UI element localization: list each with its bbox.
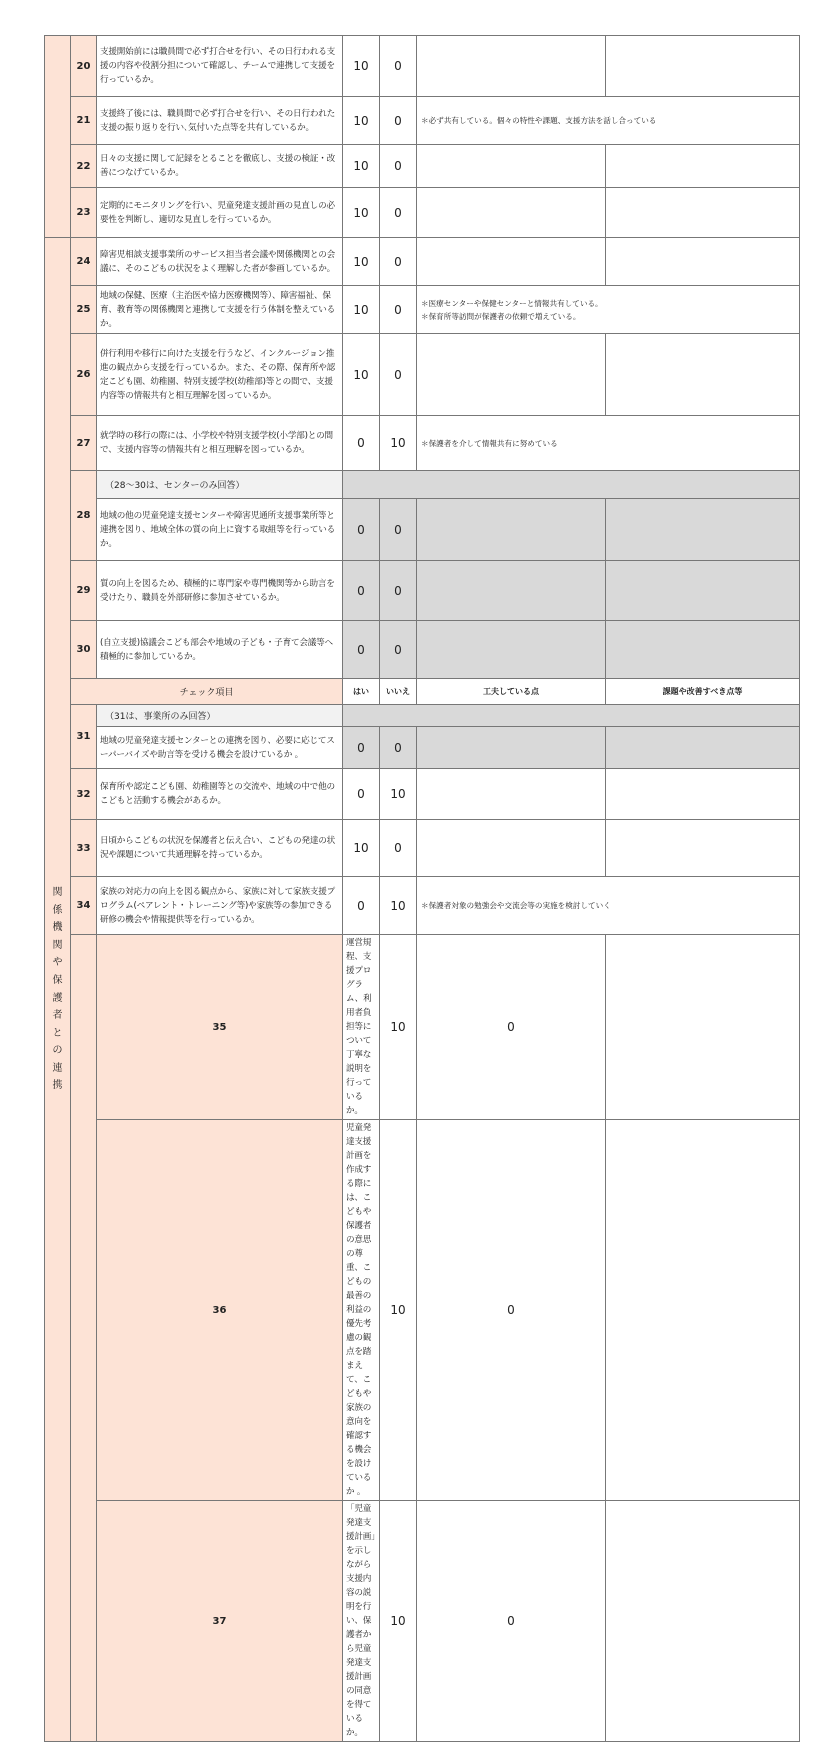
section-note: （28～30は、センターのみ回答）: [97, 471, 343, 499]
check-item-text: 就学時の移行の際には、小学校や特別支援学校(小学部)との間で、支援内容等の情報共有と相互理解を図っているか。: [97, 416, 343, 471]
table-row: [45, 416, 800, 471]
category-cell: [45, 238, 71, 1742]
item-number: 20: [71, 36, 97, 97]
yes-count: 10: [343, 820, 380, 877]
item-number: 23: [71, 188, 97, 238]
no-count: 0: [380, 820, 417, 877]
yes-count: 0: [343, 877, 380, 935]
issues-cell: [606, 36, 800, 97]
issues-cell: [606, 334, 800, 416]
yes-count: 10: [343, 36, 380, 97]
no-count: 0: [380, 561, 417, 621]
check-item-text: 運営規程、支援プログラム、利用者負担等について丁寧な説明を行っているか。: [343, 935, 380, 1120]
item-number: 28: [71, 471, 97, 561]
check-item-text: 定期的にモニタリングを行い、児童発達支援計画の見直しの必要性を判断し、適切な見直しを行っているか。: [97, 188, 343, 238]
efforts-cell: [417, 36, 606, 97]
section-note: （31は、事業所のみ回答）: [97, 705, 343, 727]
efforts-cell: [417, 188, 606, 238]
yes-count: 10: [380, 1501, 417, 1742]
issues-cell: [606, 499, 800, 561]
issues-cell: [606, 188, 800, 238]
table-row: [45, 499, 800, 561]
table-row: [45, 238, 800, 286]
issues-cell: [606, 561, 800, 621]
issues-cell: [606, 145, 800, 188]
item-number: 37: [97, 1501, 343, 1742]
yes-count: 10: [343, 145, 380, 188]
item-number: 35: [97, 935, 343, 1120]
no-count: 0: [380, 499, 417, 561]
yes-count: 10: [343, 334, 380, 416]
table-row: [45, 621, 800, 679]
no-count: 0: [380, 334, 417, 416]
table-row: [45, 561, 800, 621]
efforts-cell: [606, 935, 800, 1120]
item-number: 26: [71, 334, 97, 416]
table-row: [45, 97, 800, 145]
header-yes: はい: [343, 679, 380, 705]
efforts-note: ＊保育所等訪問が保護者の依頼で増えている。: [421, 311, 581, 321]
item-number: 36: [97, 1120, 343, 1501]
no-count: 0: [417, 935, 606, 1120]
yes-count: 10: [343, 286, 380, 334]
check-item-text: 日々の支援に関して記録をとることを徹底し、支援の検証・改善につなげているか。: [97, 145, 343, 188]
check-item-text: 「児童発達支援計画」を示しながら支援内容の説明を行い、保護者から児童発達支援計画の同意を得ているか。: [343, 1501, 380, 1742]
item-number: 33: [71, 820, 97, 877]
efforts-cell: [417, 727, 606, 769]
efforts-cell: ＊保護者を介して情報共有に努めている: [417, 416, 800, 471]
efforts-cell: [417, 334, 606, 416]
check-item-text: 日頃からこどもの状況を保護者と伝え合い、こどもの発達の状況や課題について共通理解を持っているか。: [97, 820, 343, 877]
check-item-text: 児童発達支援計画を作成する際には、こどもや保護者の意思の尊重、こどもの最善の利益の優先考慮の観点を踏まえて、こどもや家族の意向を確認する機会を設けているか 。: [343, 1120, 380, 1501]
issues-cell: [606, 238, 800, 286]
issues-cell: [606, 621, 800, 679]
efforts-cell: [417, 561, 606, 621]
issues-cell: [606, 769, 800, 820]
table-row: [45, 188, 800, 238]
yes-count: 10: [343, 97, 380, 145]
header-check-item: チェック項目: [71, 679, 343, 705]
item-number: 29: [71, 561, 97, 621]
table-row: [45, 36, 800, 97]
check-item-text: 併行利用や移行に向けた支援を行うなど、インクルージョン推進の観点から支援を行っているか。また、その際、保育所や認定こども園、幼稚園、特別支援学校(幼稚部)等との間で、支援内容等の情報共有と相互理解を図っているか。: [97, 334, 343, 416]
efforts-cell: [417, 769, 606, 820]
category-cell-blank: [71, 935, 97, 1742]
yes-count: 10: [343, 238, 380, 286]
item-number: 31: [71, 705, 97, 769]
yes-count: 0: [343, 499, 380, 561]
no-count: 0: [380, 188, 417, 238]
yes-count: 0: [343, 416, 380, 471]
header-no: いいえ: [380, 679, 417, 705]
no-count: 10: [380, 416, 417, 471]
no-count: 0: [417, 1120, 606, 1501]
check-item-text: 保育所や認定こども園、幼稚園等との交流や、地域の中で他のこどもと活動する機会があるか。: [97, 769, 343, 820]
table-row: [45, 286, 800, 334]
table-row: [45, 820, 800, 877]
table-row: [45, 705, 800, 727]
table-row: [45, 145, 800, 188]
check-item-text: 地域の他の児童発達支援センターや障害児通所支援事業所等と連携を図り、地域全体の質の向上に資する取組等を行っているか。: [97, 499, 343, 561]
check-item-text: 支援開始前には職員間で必ず打合せを行い、その日行われる支援の内容や役割分担について確認し、チームで連携して支援を行っているか。: [97, 36, 343, 97]
yes-count: 10: [343, 188, 380, 238]
header-issues: 課題や改善すべき点等: [606, 679, 800, 705]
gray-cell: [343, 471, 800, 499]
item-number: 25: [71, 286, 97, 334]
yes-count: 0: [343, 769, 380, 820]
header-efforts: 工夫している点: [417, 679, 606, 705]
table-row: [45, 471, 800, 499]
efforts-cell: [417, 238, 606, 286]
issues-cell: [606, 820, 800, 877]
table-row: [45, 935, 800, 1120]
item-number: 27: [71, 416, 97, 471]
yes-count: 10: [380, 935, 417, 1120]
table-row: [45, 877, 800, 935]
no-count: 10: [380, 769, 417, 820]
gray-cell: [343, 705, 800, 727]
table-row: [45, 1120, 800, 1501]
efforts-cell: ＊保護者対象の勉強会や交流会等の実施を検討していく: [417, 877, 800, 935]
efforts-cell: [417, 820, 606, 877]
check-item-text: 質の向上を図るため、積極的に専門家や専門機関等から助言を受けたり、職員を外部研修に参加させているか。: [97, 561, 343, 621]
evaluation-sheet: [44, 35, 799, 1742]
check-item-text: 地域の児童発達支援センターとの連携を図り、必要に応じてスーパーバイズや助言等を受ける機会を設けているか 。: [97, 727, 343, 769]
yes-count: 10: [380, 1120, 417, 1501]
efforts-cell: [606, 1501, 800, 1742]
table-row: [45, 334, 800, 416]
item-number: 24: [71, 238, 97, 286]
yes-count: 0: [343, 621, 380, 679]
no-count: 0: [380, 97, 417, 145]
no-count: 0: [380, 145, 417, 188]
efforts-cell: [417, 145, 606, 188]
table-row: [45, 769, 800, 820]
check-item-text: 地域の保健、医療（主治医や協力医療機関等）、障害福祉、保育、教育等の関係機関と連携して支援を行う体制を整えているか。: [97, 286, 343, 334]
item-number: 32: [71, 769, 97, 820]
category-cell-blank: [45, 36, 71, 238]
efforts-cell: ＊必ず共有している。個々の特性や課題、支援方法を話し合っている: [417, 97, 800, 145]
category-label: 関 係 機 関 や 保 護 者 と の 連 携: [52, 886, 63, 1092]
item-number: 34: [71, 877, 97, 935]
efforts-cell: [417, 286, 800, 334]
efforts-note: ＊医療センターや保健センターと情報共有している。: [421, 298, 603, 308]
table-row: [45, 1501, 800, 1742]
issues-cell: [606, 727, 800, 769]
no-count: 0: [417, 1501, 606, 1742]
no-count: 0: [380, 36, 417, 97]
no-count: 0: [380, 727, 417, 769]
item-number: 30: [71, 621, 97, 679]
check-item-text: 障害児相談支援事業所のサービス担当者会議や関係機関との会議に、そのこどもの状況をよく理解した者が参画しているか。: [97, 238, 343, 286]
no-count: 0: [380, 621, 417, 679]
check-item-text: 支援終了後には、職員間で必ず打合せを行い、その日行われた支援の振り返りを行い､気付いた点等を共有しているか。: [97, 97, 343, 145]
check-item-text: 家族の対応力の向上を図る観点から、家族に対して家族支援プログラム(ペアレント・トレーニング等)や家族等の参加できる研修の機会や情報提供等を行っているか。: [97, 877, 343, 935]
no-count: 0: [380, 286, 417, 334]
header-row: [45, 679, 800, 705]
check-item-text: (自立支援)協議会こども部会や地域の子ども・子育て会議等へ積極的に参加しているか。: [97, 621, 343, 679]
efforts-cell: [417, 621, 606, 679]
no-count: 0: [380, 238, 417, 286]
item-number: 21: [71, 97, 97, 145]
no-count: 10: [380, 877, 417, 935]
efforts-cell: [606, 1120, 800, 1501]
efforts-cell: [417, 499, 606, 561]
yes-count: 0: [343, 727, 380, 769]
item-number: 22: [71, 145, 97, 188]
checklist-table: [44, 35, 800, 1742]
table-row: [45, 727, 800, 769]
yes-count: 0: [343, 561, 380, 621]
